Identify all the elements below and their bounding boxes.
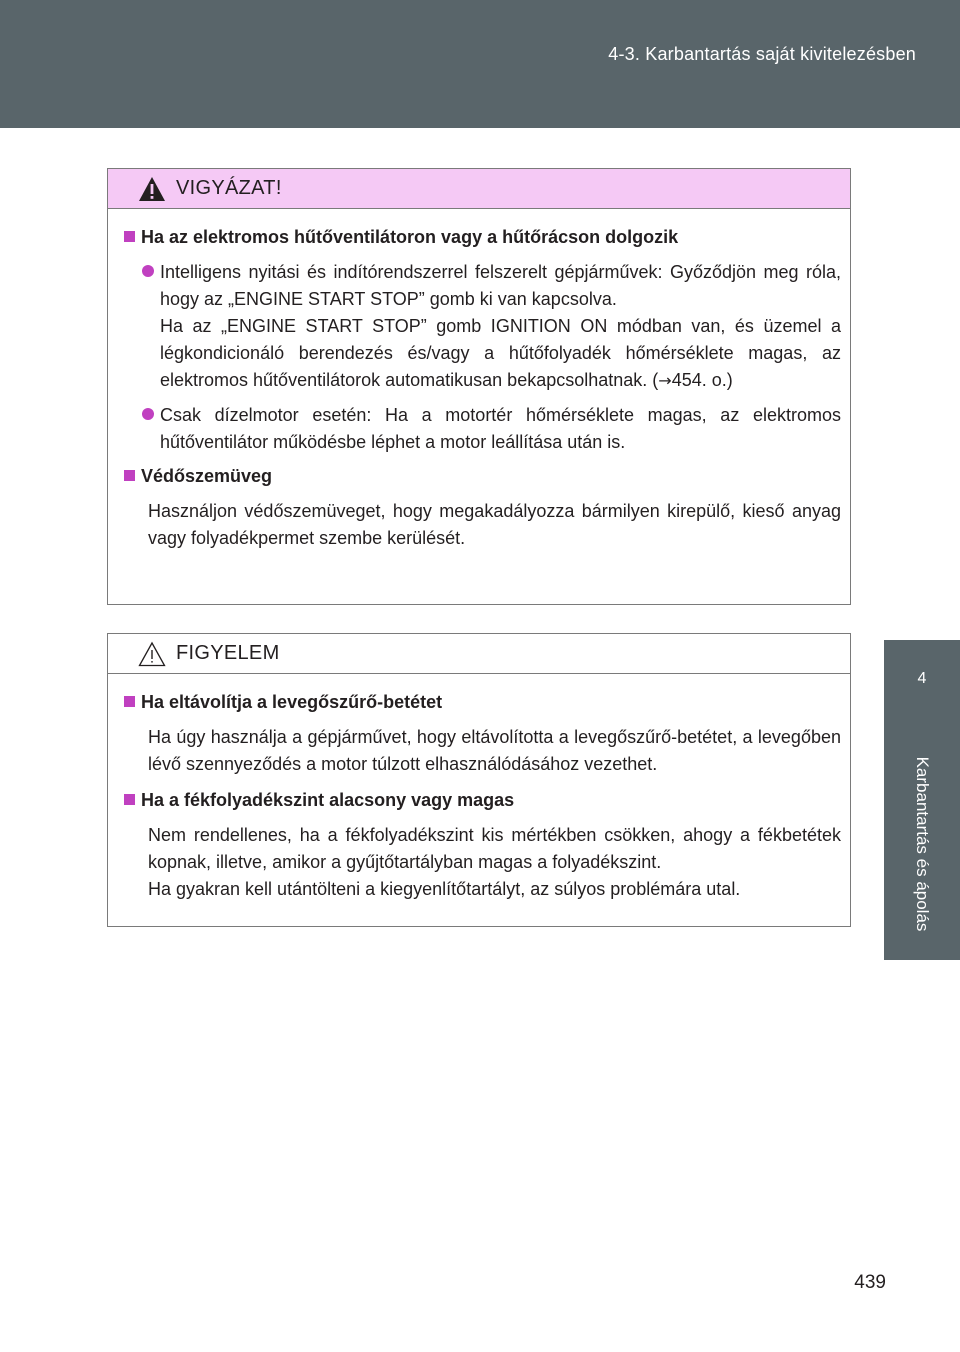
caution-bullet-1 [142, 259, 841, 394]
caution-bullet-2 [142, 402, 841, 456]
heading-text: Ha eltávolítja a levegőszűrő-betétet [141, 692, 443, 712]
header-bar [0, 0, 960, 128]
notice-box [107, 633, 851, 927]
notice-heading-2 [124, 788, 841, 812]
round-bullet-icon [142, 265, 154, 277]
page-number: 439 [854, 1272, 886, 1293]
notice-paragraph-1: Ha úgy használja a gépjárművet, hogy eltávolította a levegőszűrő-betétet, a levegőben lévő szennyeződés a motor túlzott elhasználódásához vezethet. [148, 727, 841, 774]
paragraph-line: Ha gyakran kell utántölteni a kiegyenlítőtartályt, az súlyos problémára utal. [148, 879, 741, 899]
notice-body [108, 674, 850, 903]
round-bullet-icon [142, 408, 154, 420]
caution-title: VIGYÁZAT! [176, 177, 282, 199]
notice-heading-1 [124, 690, 841, 714]
notice-title: FIGYELEM [176, 642, 280, 664]
chapter-number: 4 [917, 670, 927, 687]
bullet-line [160, 313, 841, 394]
caution-heading-1 [124, 225, 841, 249]
square-bullet-icon [124, 696, 135, 707]
caution-paragraph-2: Használjon védőszemüveget, hogy megakadályozza bármilyen kirepülő, kieső anyag vagy folyadékpermet szembe kerülését. [148, 501, 841, 548]
bullet-text [160, 259, 841, 394]
warning-outline-icon [138, 641, 166, 667]
square-bullet-icon [124, 470, 135, 481]
page-reference: 454. o.) [671, 370, 733, 390]
heading-text: Ha a fékfolyadékszint alacsony vagy magas [141, 790, 515, 810]
heading-text: Védőszemüveg [141, 466, 273, 486]
bullet-text: Csak dízelmotor esetén: Ha a motortér hőmérséklete magas, az elektromos hűtőventilátor működésbe léphet a motor leállítása után is. [160, 405, 841, 452]
notice-paragraph-2 [148, 822, 841, 903]
bullet-line: Intelligens nyitási és indítórendszerrel felszerelt gépjárművek: Győződjön meg róla, hogy az „ENGINE START STOP” gomb ki van kapcsolva. [160, 262, 841, 309]
right-arrow-icon: → [658, 371, 672, 390]
caution-header [108, 169, 850, 209]
caution-body [108, 209, 850, 552]
bullet-line-text: Ha az „ENGINE START STOP” gomb IGNITION ON módban van, és üzemel a légkondicionáló berendezés és/vagy a hűtőfolyadék hőmérséklete magas, az elektromos hűtőventilátorok automatikusan bekapcsolhatnak. ( [160, 316, 841, 390]
warning-filled-icon [138, 176, 166, 202]
square-bullet-icon [124, 231, 135, 242]
notice-header [108, 634, 850, 674]
section-title: 4-3. Karbantartás saját kivitelezésben [608, 44, 916, 64]
caution-heading-2 [124, 464, 841, 488]
paragraph-line: Nem rendellenes, ha a fékfolyadékszint kis mértékben csökken, ahogy a fékbetétek kopnak, illetve, amikor a gyűjtőtartályban magas a folyadékszint. [148, 825, 841, 872]
caution-box [107, 168, 851, 605]
chapter-label: Karbantartás és ápolás [913, 756, 932, 932]
square-bullet-icon [124, 794, 135, 805]
heading-text: Ha az elektromos hűtőventilátoron vagy a hűtőrácson dolgozik [141, 227, 679, 247]
